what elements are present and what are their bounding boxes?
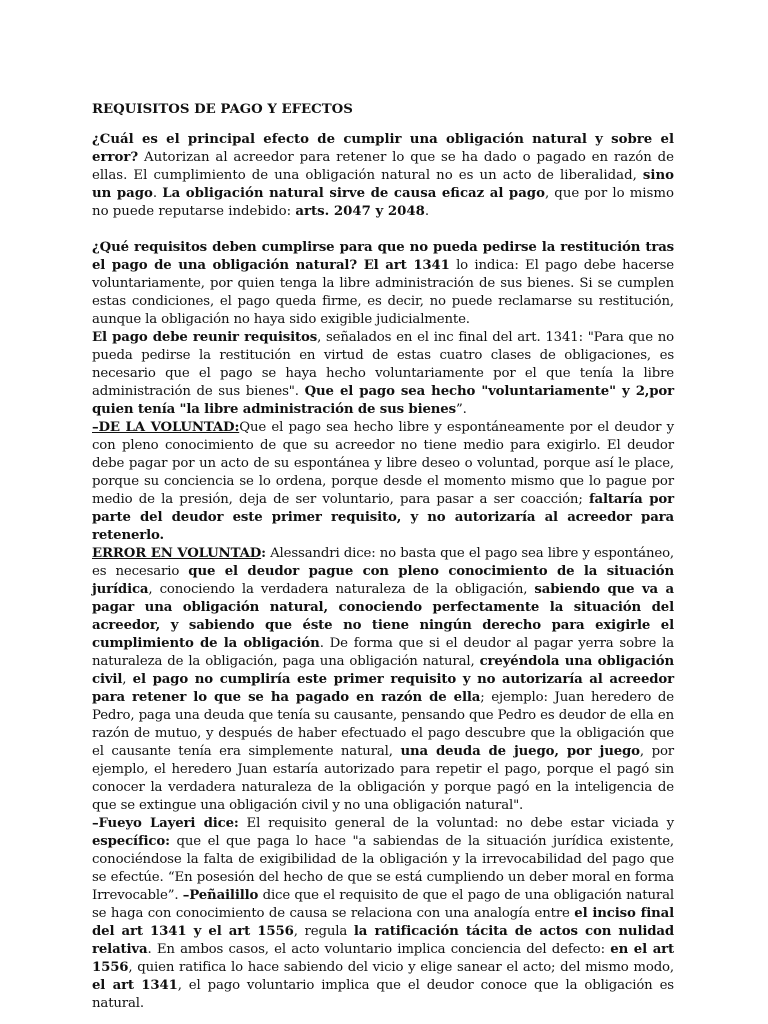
section-heading-error-en-voluntad: ERROR EN VOLUNTAD: [92, 546, 262, 561]
paragraph-fueyo-penailillo: [92, 815, 674, 1013]
text: , regula: [293, 924, 354, 939]
bold-text: específico:: [92, 834, 170, 849]
document-body: [92, 101, 674, 1013]
bold-text: faltaría por parte del deudor este primer requisito, y no autorizaría al acreedor para retenerlo.: [92, 492, 674, 543]
bold-text: sino un pago: [92, 168, 674, 201]
bold-text: que el deudor pague con pleno conocimiento de la situación jurídica: [92, 564, 674, 597]
document-title: REQUISITOS DE PAGO Y EFECTOS: [92, 102, 353, 117]
text: . De forma que si el deudor al pagar yerra sobre la naturaleza de la obligación, paga una obligación natural,: [92, 636, 674, 669]
paragraph-de-la-voluntad: [92, 419, 674, 545]
text: .: [424, 204, 430, 219]
bold-text: el inciso final del art 1341 y el art 1556: [92, 906, 674, 939]
bold-text: en el art 1556: [92, 942, 675, 975]
bold-text: arts. 2047 y 2048: [295, 204, 425, 219]
text: que el que paga lo hace "a sabiendas de la situación jurídica existente, conociéndose la falta de exigibilidad de la obligación y la irrevocabilidad del pago que se efectúe. “En posesión del hecho de que se está cumpliendo un deber moral en forma Irrevocable”.: [92, 834, 674, 903]
bold-text: una deuda de juego, por juego: [400, 744, 640, 759]
paragraph-principal-efecto: [92, 131, 674, 221]
bold-text: La obligación natural sirve de causa eficaz al pago: [162, 186, 545, 201]
question-requisitos-restitucion: ¿Qué requisitos deben cumplirse para que no pueda pedirse la restitución tras el pago de una obligación natural? El art 1341: [92, 240, 674, 273]
bold-text: sabiendo que va a pagar una obligación natural, conociendo perfectamente la situación del acreedor, y sabiendo que éste no tiene ningún derecho para exigirle el cumplimiento de la obligación: [92, 582, 674, 651]
bold-text: el pago no cumpliría este primer requisito y no autorizaría al acreedor para retener lo que se ha pagado en razón de ella: [92, 672, 675, 705]
bold-text: la ratificación tácita de actos con nulidad relativa: [92, 924, 675, 957]
paragraph-pago-requisitos: [92, 329, 674, 419]
text: , quien ratifica lo hace sabiendo del vicio y elige sanear el acto; del mismo modo,: [128, 960, 674, 975]
text: El requisito general de la voluntad: no debe estar viciada y: [238, 816, 674, 831]
text: dice que el requisito de que el pago de una obligación natural se haga con conocimiento de causa se relaciona con una analogía entre: [92, 888, 674, 921]
text: ,: [122, 672, 133, 687]
text: ; ejemplo: Juan heredero de Pedro, paga una deuda que tenía su causante, pensando que Pedro es deudor de ella en razón de mutuo, y después de haber efectuado el pago descubre que la obligación que el causante tenía era simplemente natural,: [92, 690, 674, 759]
bold-text: –Fueyo Layeri dice:: [92, 816, 239, 831]
text: :: [261, 546, 266, 561]
bold-text: Que el pago sea hecho "voluntariamente" y 2,por quien tenía "la libre administración de sus bienes: [92, 384, 674, 417]
text: . En ambos casos, el acto voluntario implica conciencia del defecto:: [147, 942, 611, 957]
text: .: [152, 186, 163, 201]
bold-text: el art 1341: [92, 978, 178, 993]
text: Autorizan al acreedor para retener lo que se ha dado o pagado en razón de ellas. El cumplimiento de una obligación natural no es un acto de liberalidad,: [92, 150, 674, 183]
text: , conociendo la verdadera naturaleza de la obligación,: [148, 582, 535, 597]
bold-text: El pago debe reunir requisitos: [92, 330, 318, 345]
text: , que por lo mismo no puede reputarse indebido:: [92, 186, 674, 219]
paragraph-error-en-voluntad: [92, 545, 674, 815]
text: lo indica: El pago debe hacerse voluntariamente, por quien tenga la libre administración de sus bienes. Si se cumplen estas condiciones, el pago queda firme, es decir, no puede reclamarse su restitución, aunque la obligación no haya sido exigible judicialmente.: [92, 258, 674, 327]
paragraph-requisitos-restitucion: [92, 239, 674, 329]
section-heading-de-la-voluntad: –DE LA VOLUNTAD:: [92, 420, 240, 435]
text: , el pago voluntario implica que el deudor conoce que la obligación es natural.: [92, 978, 674, 1011]
text: Alessandri dice: no basta que el pago sea libre y espontáneo, es necesario: [92, 546, 675, 579]
text: ”.: [455, 402, 467, 417]
text: , señalados en el inc final del art. 1341: "Para que no pueda pedirse la restitución en virtud de estas cuatro clases de obligaciones, es necesario que el pago se haya hecho voluntariamente por el que tenía la libre administración de sus bienes".: [92, 330, 675, 399]
text: Que el pago sea hecho libre y espontáneamente por el deudor y con pleno conocimiento de que su acreedor no tiene medio para exigirlo. El deudor debe pagar por un acto de su espontánea y libre deseo o voluntad, porque así le place, porque su conciencia se lo ordena, porque desde el momento mismo que lo pague por medio de la presión, deja de ser voluntario, para pasar a ser coacción;: [92, 420, 674, 507]
bold-text: creyéndola una obligación civil: [92, 654, 674, 687]
bold-text: –Peñailillo: [182, 888, 259, 903]
question-principal-efecto: ¿Cuál es el principal efecto de cumplir una obligación natural y sobre el error?: [92, 132, 674, 165]
text: , por ejemplo, el heredero Juan estaría autorizado para repetir el pago, porque el pagó sin conocer la verdadera naturaleza de la obligación y porque pagó en la inteligencia de que se extingue una obligación civil y no una obligación natural".: [92, 744, 675, 813]
